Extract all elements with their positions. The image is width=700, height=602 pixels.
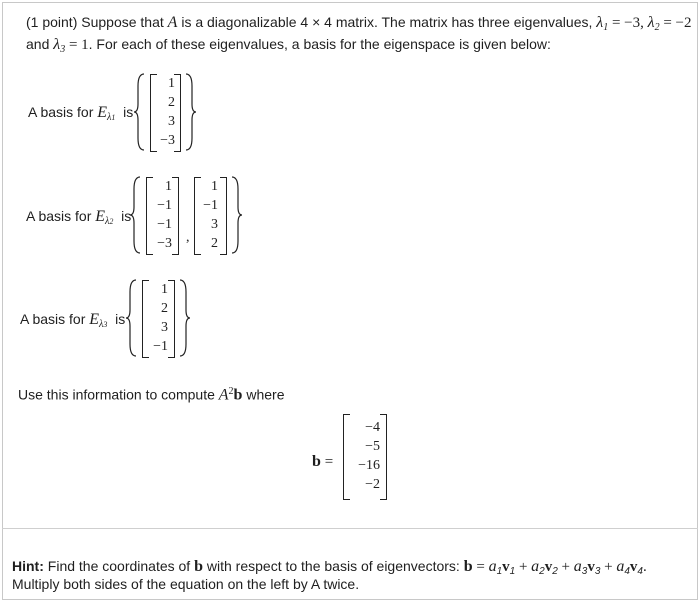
hint-line-1: Hint: Find the coordinates of b with respect to the basis of eigenvectors: $b = a_1v_1 + a_2v_2 + a_3v_3 + a_4v_4$. [12,558,647,577]
problem-line-1: (1 point) Suppose that A is a diagonalizable 4 × 4 matrix. The matrix has three eigenvalues, $\lambda_1 = -3$, $\lambda_2 = -2$ [26,14,692,33]
basis-3-left-brace [126,278,138,358]
problem-frame [2,2,698,600]
problem-line-2: and $\lambda_3 = 1$. For each of these eigenvalues, a basis for the eigenspace is given below: [26,36,551,55]
b-vector-label: b = [312,453,334,470]
basis-3-label: A basis for $E_{\lambda 3}$ is [20,311,126,330]
basis-2-label: A basis for $E_{\lambda 2}$ is [26,208,132,227]
basis-1-right-brace [186,72,198,152]
basis-1-left-brace [134,72,146,152]
basis-1-label: A basis for $E_{\lambda 1}$ is [28,104,134,123]
basis-2-left-brace [130,175,142,255]
basis-2-right-brace [232,175,244,255]
vector-separator-comma: , [186,230,190,245]
hint-divider [2,528,698,529]
basis-3-right-brace [180,278,192,358]
instruction-line: Use this information to compute $A^2b$ where [18,386,285,404]
hint-line-2: Multiply both sides of the equation on the left by A twice. [12,576,360,592]
